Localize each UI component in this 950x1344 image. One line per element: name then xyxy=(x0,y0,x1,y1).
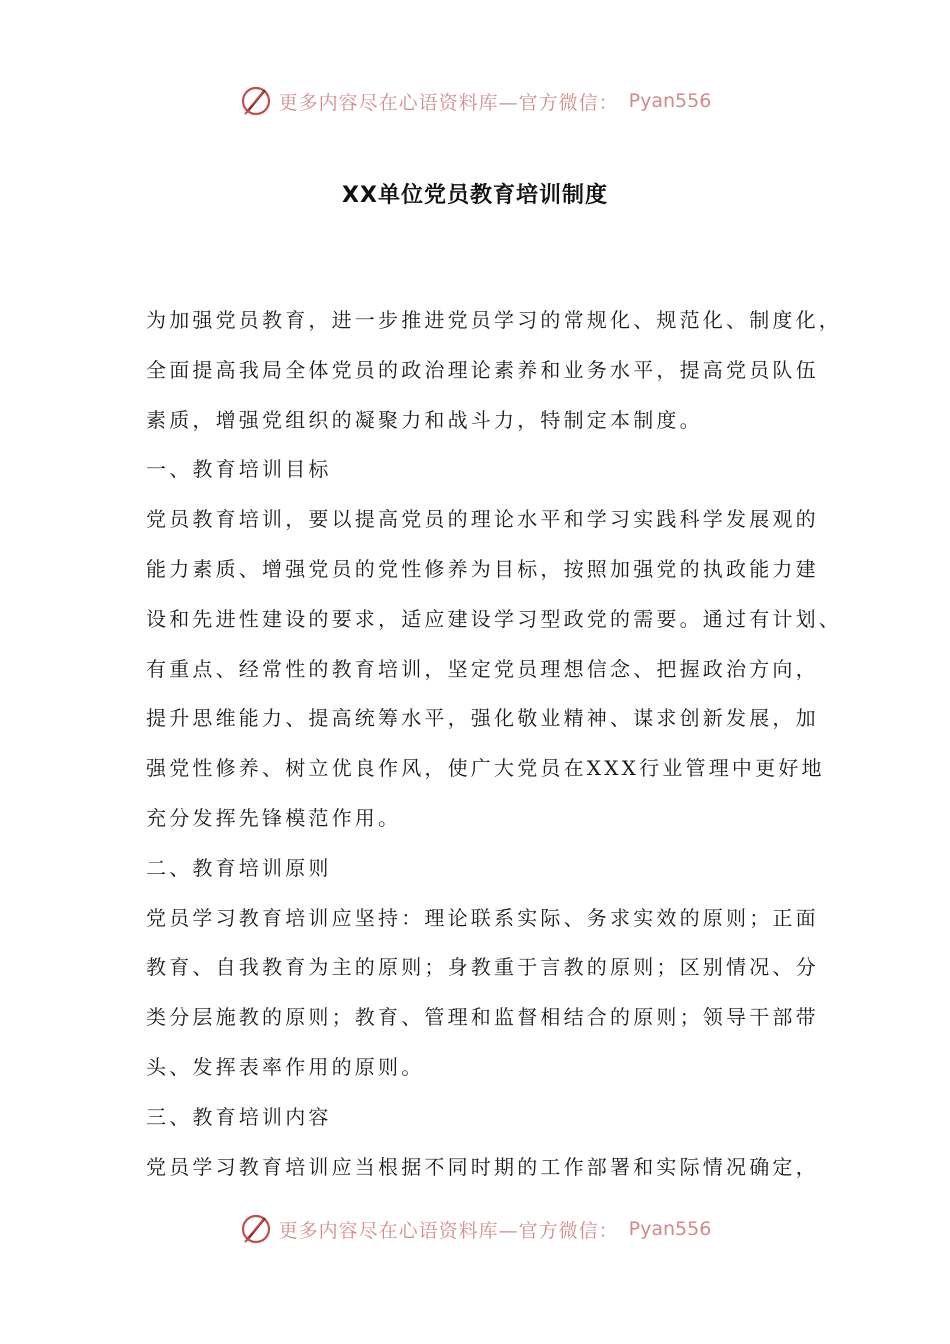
quill-logo-icon xyxy=(239,84,273,118)
watermark-text: 更多内容尽在心语资料库—官方微信： xyxy=(278,1219,619,1242)
body-line: 头、发挥表率作用的原则。 xyxy=(146,1054,425,1079)
document-body xyxy=(146,296,842,1192)
body-line: 素质，增强党组织的凝聚力和战斗力，特制定本制度。 xyxy=(146,407,703,432)
section-heading: 一、教育培训目标 xyxy=(146,457,332,482)
watermark-text: 更多内容尽在心语资料库—官方微信： xyxy=(278,91,619,114)
body-line: 提升思维能力、提高统筹水平，强化敬业精神、谋求创新发展，加 xyxy=(146,706,819,731)
body-line: 党员学习教育培训应当根据不同时期的工作部署和实际情况确定， xyxy=(146,1154,819,1179)
document-title: XX单位党员教育培训制度 xyxy=(342,183,608,208)
body-line: 类分层施教的原则；教育、管理和监督相结合的原则；领导干部带 xyxy=(146,1005,819,1030)
body-line: 能力素质、增强党员的党性修养为目标，按照加强党的执政能力建 xyxy=(146,556,819,581)
section-heading: 三、教育培训内容 xyxy=(146,1104,332,1129)
body-line: 有重点、经常性的教育培训，坚定党员理想信念、把握政治方向， xyxy=(146,656,819,681)
body-line: 党员教育培训，要以提高党员的理论水平和学习实践科学发展观的 xyxy=(146,507,819,532)
section-heading: 二、教育培训原则 xyxy=(146,855,332,880)
watermark-wechat-id: Pyan556 xyxy=(628,1218,712,1240)
quill-logo-icon xyxy=(239,1212,273,1246)
header-watermark xyxy=(0,84,950,118)
body-line: 充分发挥先锋模范作用。 xyxy=(146,805,402,830)
body-line: 教育、自我教育为主的原则；身教重于言教的原则；区别情况、分 xyxy=(146,955,819,980)
body-line: 全面提高我局全体党员的政治理论素养和业务水平，提高党员队伍 xyxy=(146,357,819,382)
watermark-wechat-id: Pyan556 xyxy=(628,90,712,112)
body-line: 为加强党员教育，进一步推进党员学习的常规化、规范化、制度化， xyxy=(146,308,842,332)
footer-watermark xyxy=(0,1212,950,1246)
body-line: 强党性修养、树立优良作风，使广大党员在XXX行业管理中更好地 xyxy=(146,756,825,781)
body-line: 设和先进性建设的要求，适应建设学习型政党的需要。通过有计划、 xyxy=(146,606,842,631)
body-line: 党员学习教育培训应坚持：理论联系实际、务求实效的原则；正面 xyxy=(146,905,819,930)
